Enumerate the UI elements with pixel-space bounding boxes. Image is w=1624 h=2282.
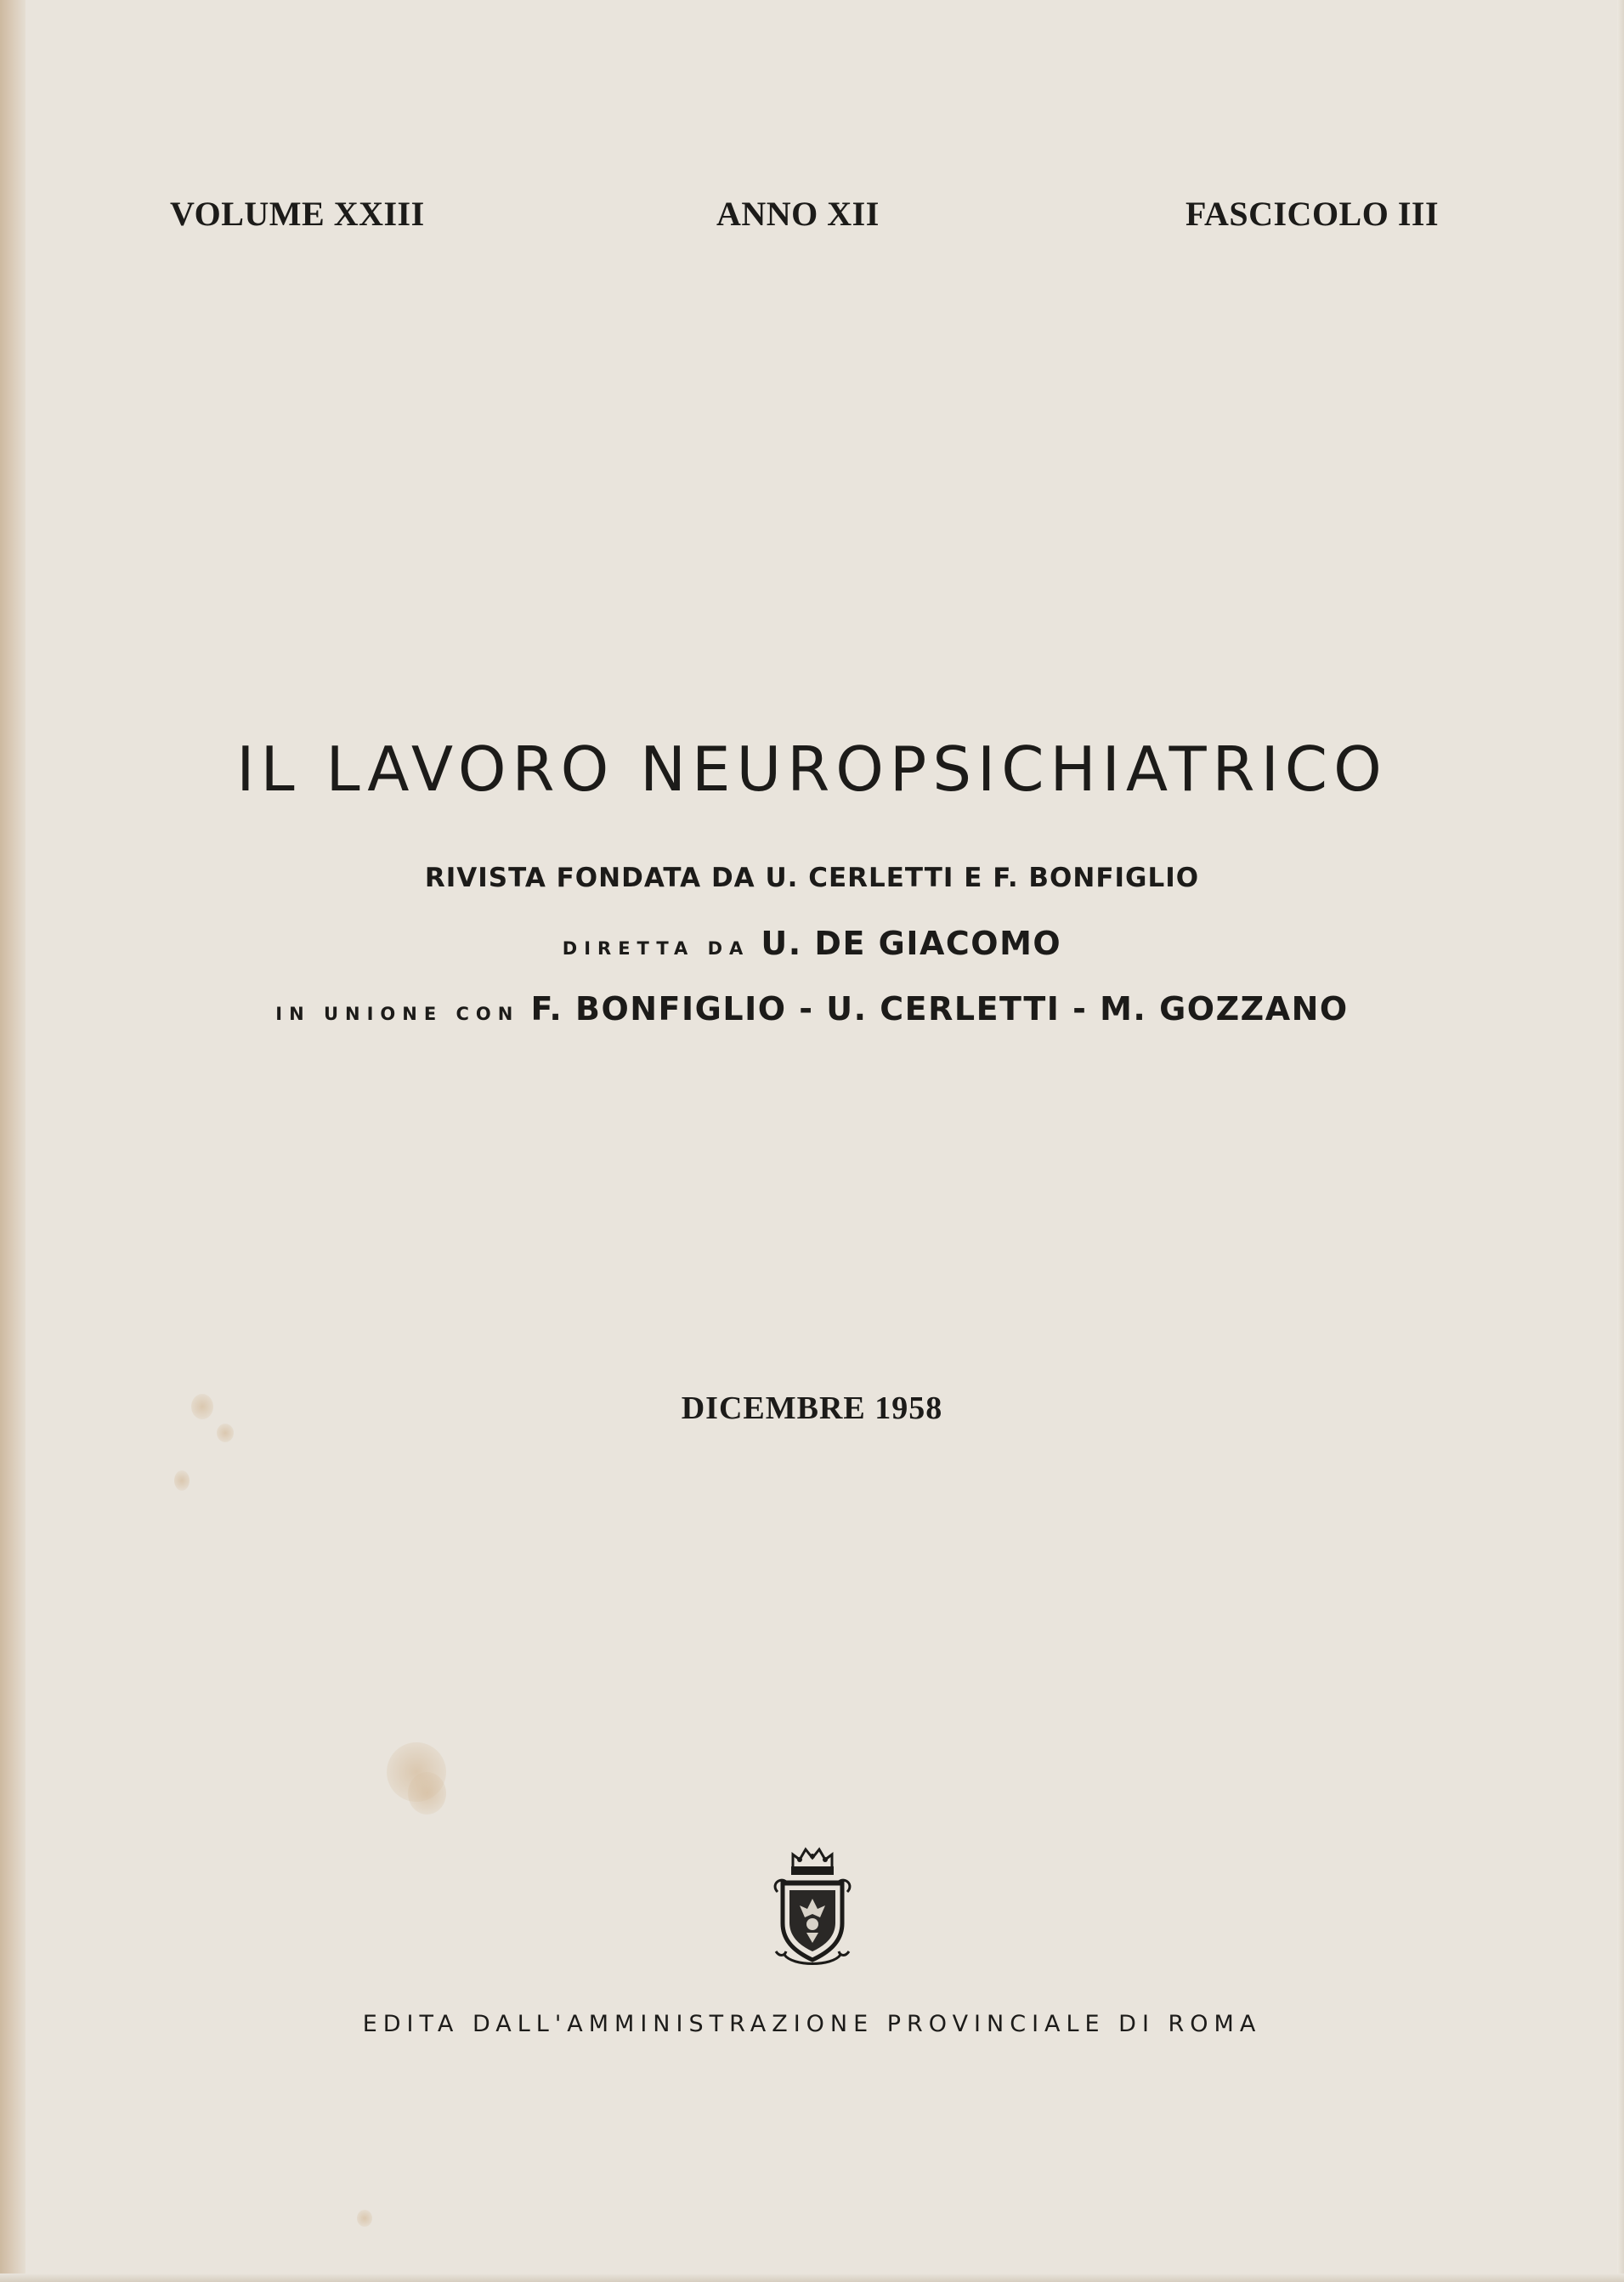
journal-title: IL LAVORO NEUROPSICHIATRICO: [236, 733, 1388, 805]
cover-bottom-edge: [0, 2274, 1624, 2282]
journal-subtitle: RIVISTA FONDATA DA U. CERLETTI E F. BONFIGLIO: [424, 863, 1200, 893]
issue-date: DICEMBRE 1958: [681, 1390, 943, 1426]
director-name: U. DE GIACOMO: [761, 925, 1062, 962]
association-prefix: IN UNIONE CON: [275, 1004, 520, 1024]
direction-line: [0, 925, 1624, 962]
association-line: [0, 990, 1624, 1028]
coat-of-arms-icon: [767, 1843, 857, 1970]
cover-spine: [0, 0, 25, 2282]
fascicolo-label: FASCICOLO III: [1185, 195, 1440, 233]
direction-prefix: DIRETTA DA: [562, 938, 750, 959]
paper-stain: [408, 1772, 446, 1815]
publisher-line: EDITA DALL'AMMINISTRAZIONE PROVINCIALE DI ROMA: [362, 2011, 1262, 2037]
association-names: F. BONFIGLIO - U. CERLETTI - M. GOZZANO: [530, 990, 1349, 1028]
paper-stain: [357, 2210, 372, 2227]
cover-right-edge: [1617, 0, 1624, 2282]
paper-stain: [174, 1470, 190, 1491]
volume-label: VOLUME XXIII: [170, 195, 425, 233]
anno-label: ANNO XII: [716, 195, 880, 233]
